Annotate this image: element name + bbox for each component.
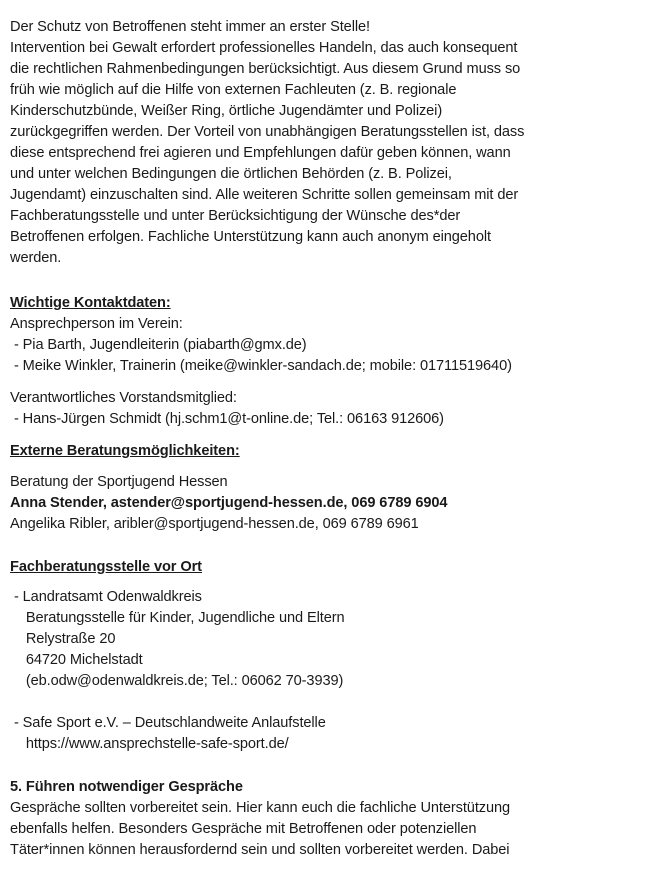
intro-line: Kinderschutzbünde, Weißer Ring, örtliche Jugendämter und Polizei) bbox=[10, 103, 443, 119]
intro-line: diese entsprechend frei agieren und Empfehlungen dafür geben können, wann bbox=[10, 145, 511, 161]
intro-line: früh wie möglich auf die Hilfe von externen Fachleuten (z. B. regionale bbox=[10, 82, 457, 98]
external-line: Beratung der Sportjugend Hessen bbox=[10, 474, 228, 490]
local-heading: Fachberatungsstelle vor Ort bbox=[10, 559, 202, 575]
section5-line: Gespräche sollten vorbereitet sein. Hier kann euch die fachliche Unterstützung bbox=[10, 800, 511, 816]
intro-line: Intervention bei Gewalt erfordert professionelles Handeln, das auch konsequent bbox=[10, 40, 518, 56]
intro-line: Betroffenen erfolgen. Fachliche Unterstützung kann auch anonym eingeholt bbox=[10, 229, 491, 245]
section5-line: Täter*innen können herausfordernd sein und sollten vorbereitet werden. Dabei bbox=[10, 842, 510, 858]
local-line: Relystraße 20 bbox=[10, 631, 116, 647]
local-line: (eb.odw@odenwaldkreis.de; Tel.: 06062 70-3939) bbox=[10, 673, 344, 689]
intro-line: werden. bbox=[10, 250, 62, 266]
section5-heading: 5. Führen notwendiger Gespräche bbox=[10, 779, 243, 795]
intro-line: und unter welchen Bedingungen die örtlichen Behörden (z. B. Polizei, bbox=[10, 166, 452, 182]
external-heading: Externe Beratungsmöglichkeiten: bbox=[10, 443, 240, 459]
club-contact-label: Ansprechperson im Verein: bbox=[10, 316, 183, 332]
external-line-bold: Anna Stender, astender@sportjugend-hessen.de, 069 6789 6904 bbox=[10, 495, 448, 511]
local-line: - Landratsamt Odenwaldkreis bbox=[10, 589, 202, 605]
local-line: - Safe Sport e.V. – Deutschlandweite Anlaufstelle bbox=[10, 715, 326, 731]
local-line: 64720 Michelstadt bbox=[10, 652, 143, 668]
local-line: Beratungsstelle für Kinder, Jugendliche und Eltern bbox=[10, 610, 345, 626]
external-line: Angelika Ribler, aribler@sportjugend-hessen.de, 069 6789 6961 bbox=[10, 516, 419, 532]
intro-line: Der Schutz von Betroffenen steht immer an erster Stelle! bbox=[10, 19, 370, 35]
club-contact-item: - Meike Winkler, Trainerin (meike@winkler-sandach.de; mobile: 01711519640) bbox=[10, 358, 512, 374]
board-contact-label: Verantwortliches Vorstandsmitglied: bbox=[10, 390, 237, 406]
club-contact-item: - Pia Barth, Jugendleiterin (piabarth@gmx.de) bbox=[10, 337, 307, 353]
intro-line: die rechtlichen Rahmenbedingungen berücksichtigt. Aus diesem Grund muss so bbox=[10, 61, 521, 77]
section5-line: ebenfalls helfen. Besonders Gespräche mit Betroffenen oder potenziellen bbox=[10, 821, 477, 837]
contacts-heading: Wichtige Kontaktdaten: bbox=[10, 295, 171, 311]
intro-line: Fachberatungsstelle und unter Berücksichtigung der Wünsche des*der bbox=[10, 208, 461, 224]
intro-line: Jugendamt) einzuschalten sind. Alle weiteren Schritte sollen gemeinsam mit der bbox=[10, 187, 519, 203]
board-contact-item: - Hans-Jürgen Schmidt (hj.schm1@t-online.de; Tel.: 06163 912606) bbox=[10, 411, 444, 427]
intro-line: zurückgegriffen werden. Der Vorteil von unabhängigen Beratungsstellen ist, dass bbox=[10, 124, 525, 140]
local-link[interactable]: https://www.ansprechstelle-safe-sport.de/ bbox=[10, 736, 289, 752]
